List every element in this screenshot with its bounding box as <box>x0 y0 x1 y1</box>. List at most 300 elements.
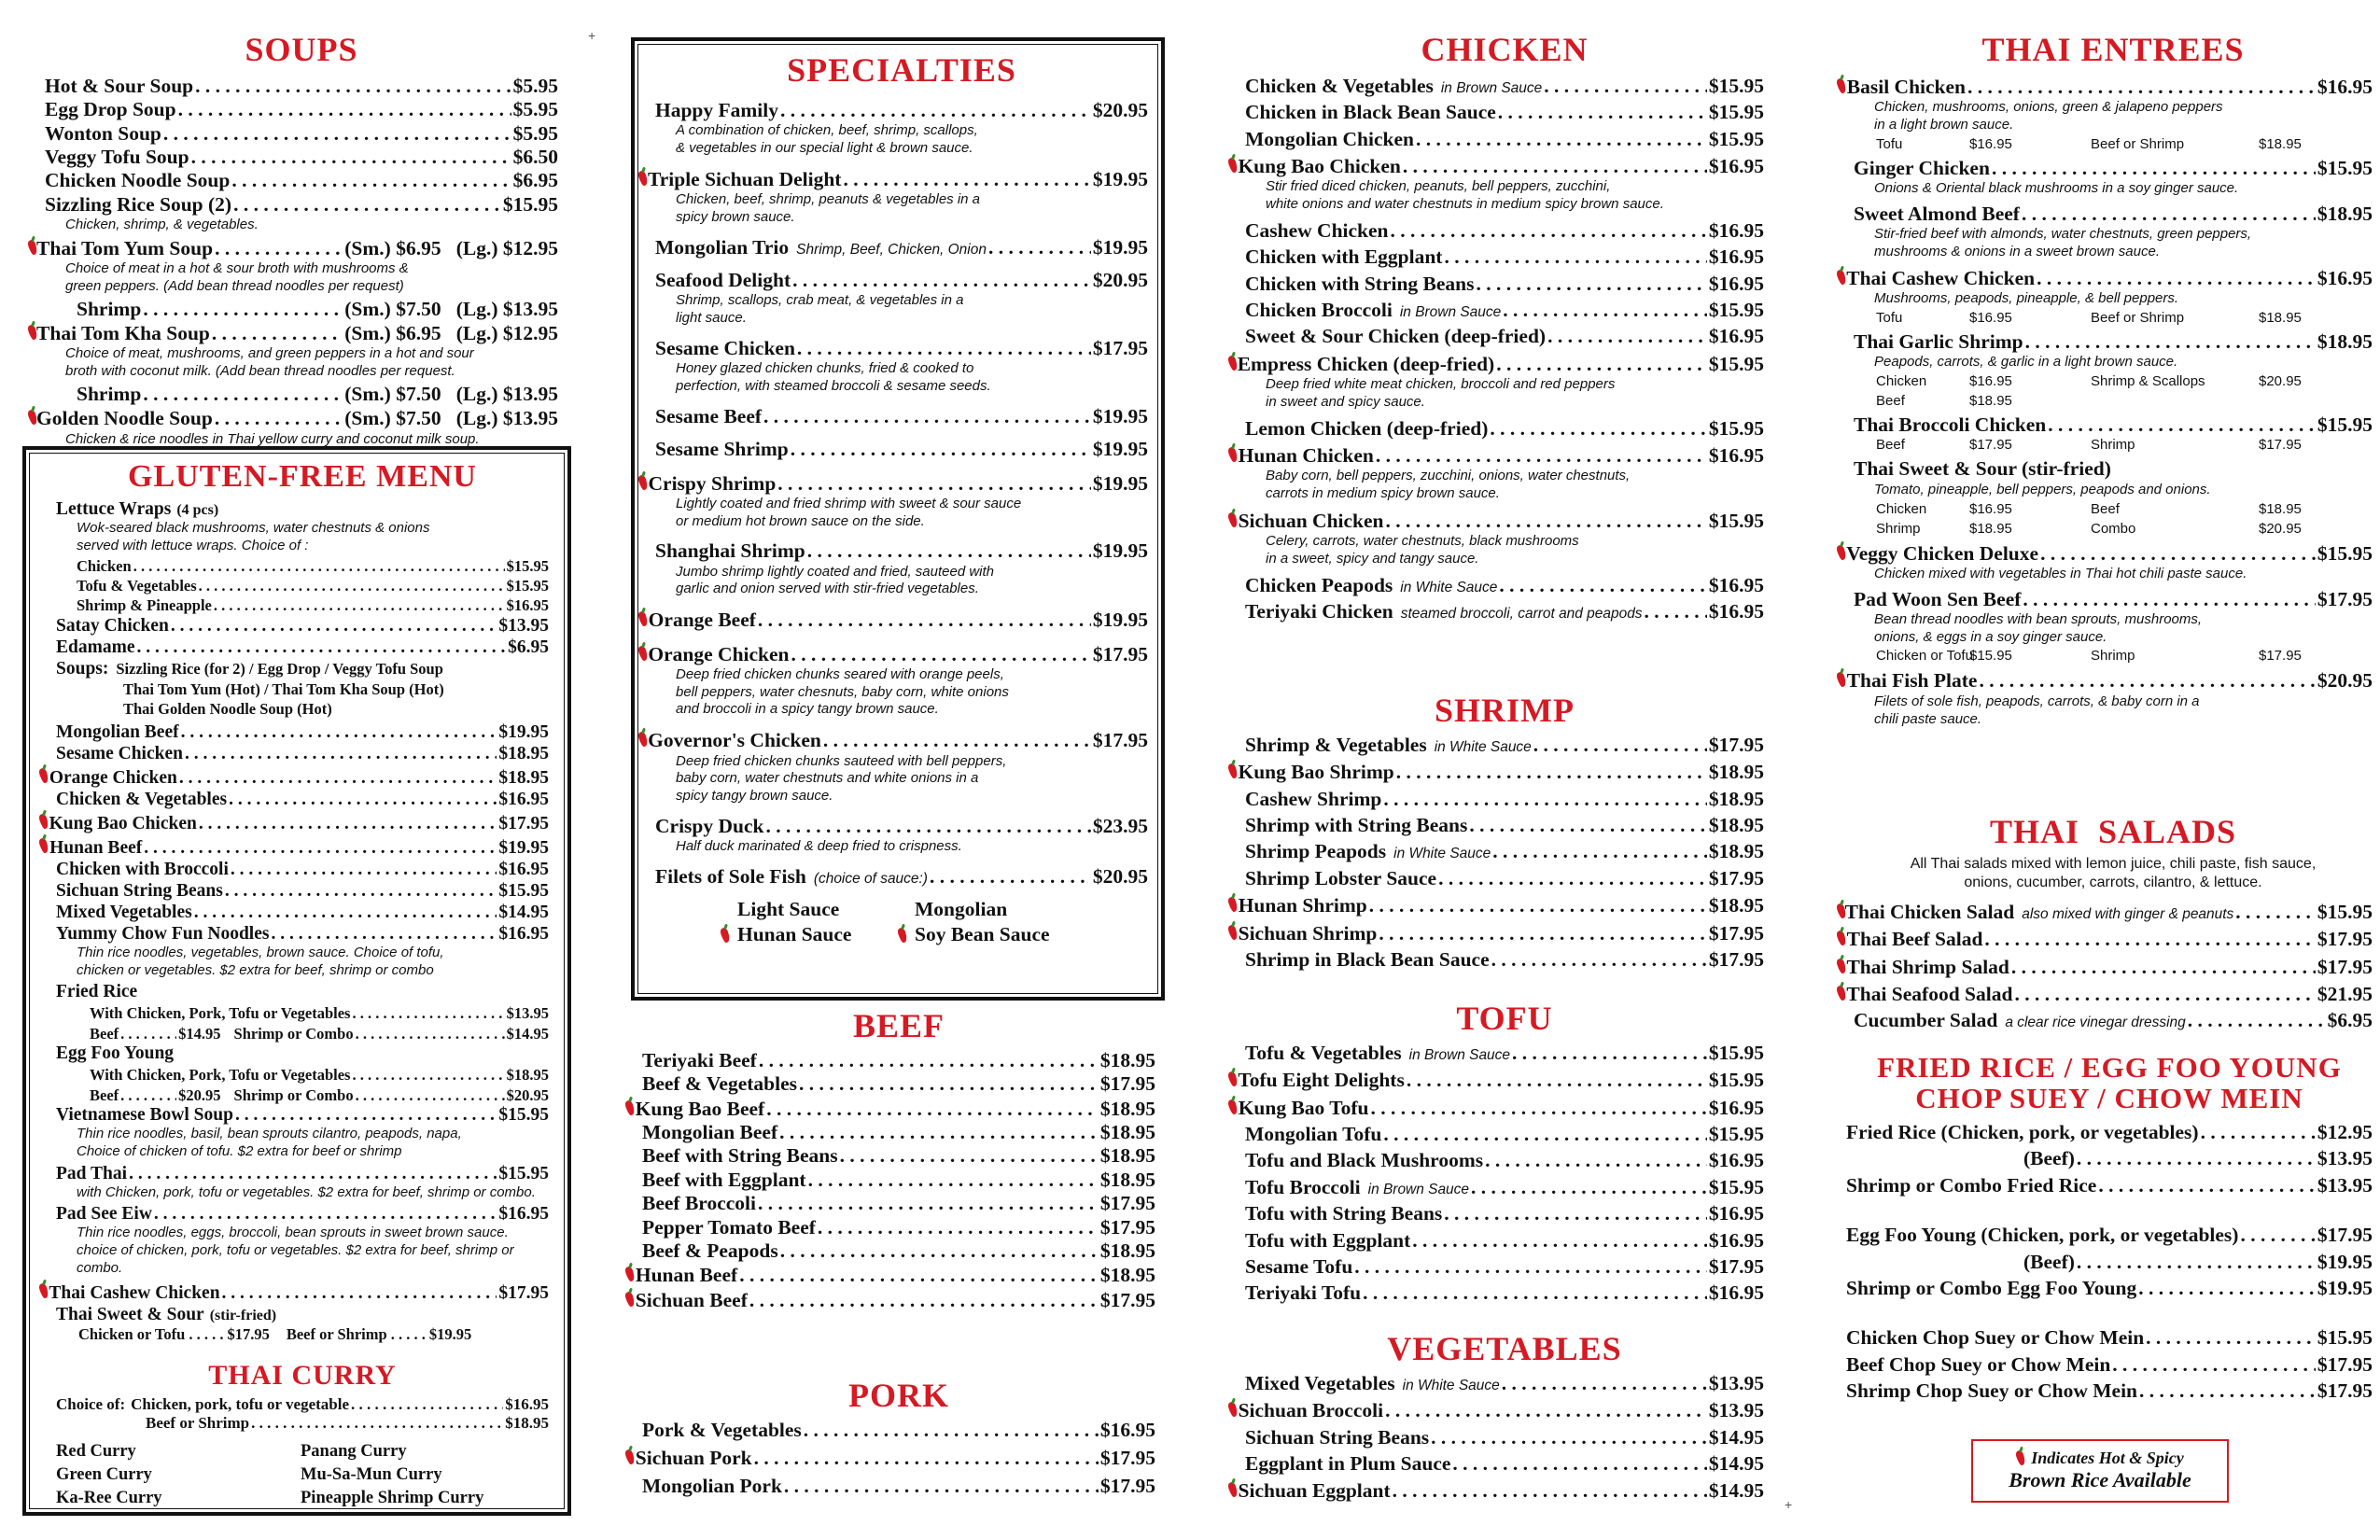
menu-item <box>1846 1353 2373 1377</box>
menu-item <box>45 298 558 321</box>
item-note: steamed broccoli, carrot and peapods <box>1400 606 1643 623</box>
vegetables-title: VEGETABLES <box>1387 1330 1622 1367</box>
menu-item <box>1245 814 1764 837</box>
chicken-section <box>1237 30 1764 623</box>
menu-item <box>648 608 1148 632</box>
item-name: Mongolian Beef <box>56 721 179 742</box>
item-note: in Brown Sauce <box>1408 1047 1510 1063</box>
item-name: Sichuan String Beans <box>56 880 223 901</box>
item-name: Chicken Broccoli <box>1245 299 1393 322</box>
item-price: $5.95 <box>512 121 558 145</box>
item-price: $15.95 <box>1708 127 1764 150</box>
item-name: Pad Woon Sen Beef <box>1854 587 2022 610</box>
legend-hot: Indicates Hot & Spicy <box>1973 1447 2227 1468</box>
menu-item: Thai Sweet & Sour (stir-fried) <box>56 1304 277 1324</box>
item-name: Tofu & Vegetables <box>1245 1042 1402 1064</box>
item-price: $18.95 <box>1099 1049 1155 1071</box>
chili-icon <box>1228 1068 1230 1086</box>
item-price: $16.95 <box>1099 1419 1155 1441</box>
item-price: $12.95 <box>2317 1121 2373 1144</box>
menu-item <box>642 1192 1155 1215</box>
item-note: in Brown Sauce <box>1440 80 1543 96</box>
item-name: Shrimp Chop Suey or Chow Mein <box>1846 1379 2138 1402</box>
item-name: Teriyaki Beef <box>642 1049 757 1071</box>
thai-entrees-title: THAI ENTREES <box>1981 31 2245 68</box>
item-price: $18.95 <box>1099 1144 1155 1168</box>
item-price: $18.95 <box>1099 1121 1155 1144</box>
option-row: Shrimp $18.95 Combo $20.95 <box>1876 520 2302 537</box>
item-name: Egg Foo Young (Chicken, pork, or vegetables) <box>1846 1224 2239 1247</box>
menu-item <box>1245 840 1764 863</box>
item-price: $19.95 <box>1092 235 1148 259</box>
item-name: Veggy Tofu Soup <box>45 146 189 169</box>
item-description: Jumbo shrimp lightly coated and fried, sauteed with garlic and onion served with stir-fried vegetables. <box>676 563 995 597</box>
item-name: Tofu Broccoli <box>1245 1175 1361 1198</box>
item-price: $16.95 <box>498 1204 549 1225</box>
chili-icon <box>39 1280 41 1298</box>
item-name: Beef with String Beans <box>642 1144 838 1168</box>
item-price: $6.95 <box>508 637 549 657</box>
chili-icon <box>1228 893 1231 912</box>
chili-icon <box>638 642 640 661</box>
item-name: Chicken with String Beans <box>1245 272 1475 295</box>
item-price: $16.95 <box>1708 1149 1764 1172</box>
menu-item <box>56 923 549 945</box>
chili-icon <box>1228 509 1231 527</box>
item-name: Orange Chicken <box>49 767 177 788</box>
curry-type: Red Curry <box>56 1442 136 1462</box>
soups-list <box>36 75 558 448</box>
menu-item <box>1245 417 1764 441</box>
item-price: $17.95 <box>498 813 549 833</box>
menu-item <box>56 743 549 764</box>
item-name: Tofu with String Beans <box>1245 1202 1443 1225</box>
item-name: Kung Bao Chicken <box>1238 155 1401 178</box>
specialties-list <box>647 99 1148 889</box>
menu-item <box>1245 1281 1764 1305</box>
menu-item <box>1238 1478 1764 1503</box>
item-price: $19.95 <box>1092 539 1148 563</box>
menu-item: Choice of: Chicken, pork, tofu or vegetable . . . $16.95 <box>56 1395 549 1414</box>
item-name: Beef Chop Suey or Chow Mein <box>1846 1352 2111 1376</box>
chili-icon <box>1228 352 1230 371</box>
menu-item <box>1245 1202 1764 1225</box>
chili-icon <box>1228 1478 1231 1497</box>
item-name: Mixed Vegetables <box>1245 1372 1395 1394</box>
menu-item <box>1238 760 1764 784</box>
menu-item <box>655 865 1148 889</box>
chili-icon <box>638 471 641 490</box>
legend-brown-rice: Brown Rice Available <box>2009 1468 2191 1491</box>
item-price: $20.95 <box>1092 99 1148 121</box>
item-price: $15.95 <box>1708 75 1764 97</box>
gluten-free-title: GLUTEN-FREE MENU <box>128 459 477 494</box>
item-price: $17.95 <box>1099 1215 1155 1239</box>
sauce-options <box>737 898 1148 946</box>
item-price: $17.95 <box>1099 1288 1155 1311</box>
item-name: Thai Shrimp Salad <box>1846 955 2009 978</box>
menu-item: Beef or Shrimp . . . $18.95 <box>56 1414 549 1433</box>
item-price: $16.95 <box>1708 443 1764 467</box>
item-price: $17.95 <box>1099 1474 1155 1497</box>
menu-item <box>1245 1426 1764 1449</box>
menu-item <box>56 1163 549 1184</box>
item-name: Yummy Chow Fun Noodles <box>56 923 270 944</box>
menu-item <box>1245 734 1764 757</box>
menu-item <box>56 1104 549 1126</box>
item-note: in White Sauce <box>1434 739 1532 755</box>
item-name: Governor's Chicken <box>648 729 821 752</box>
menu-item <box>1846 1121 2373 1144</box>
chili-icon <box>1837 982 1839 1001</box>
menu-item <box>1245 867 1764 890</box>
item-note: (choice of sauce:) <box>813 870 928 887</box>
item-price: $16.95 <box>1708 245 1764 269</box>
item-description: Stir fried diced chicken, peanuts, bell peppers, zucchini, white onions and water chestnuts in medium spicy brown sauce. <box>1266 178 1664 213</box>
item-price: $17.95 <box>1708 734 1764 756</box>
menu-item <box>1238 443 1764 468</box>
item-description: Thin rice noodles, vegetables, brown sauce. Choice of tofu, chicken or vegetables. $2 extra for beef, shrimp or combo <box>77 944 444 978</box>
menu-item <box>1245 788 1764 811</box>
item-price: $17.95 <box>2317 955 2373 978</box>
egg-foo-young-list <box>1846 1224 2373 1300</box>
thai-salads-list <box>1844 900 2373 1033</box>
fried-rice-title: FRIED RICE / EGG FOO YOUNG <box>1877 1051 2342 1084</box>
item-note: in Brown Sauce <box>1399 304 1502 321</box>
menu-item <box>1854 588 2373 611</box>
curry-types <box>56 1442 549 1508</box>
chili-icon <box>1837 266 1839 285</box>
chili-icon <box>1228 154 1230 173</box>
tofu-section <box>1238 999 1764 1306</box>
item-description: Deep fried chicken chunks seared with orange peels, bell peppers, water chesnuts, baby corn, white onions and broccoli in a spicy tangy brown sauce. <box>676 665 1009 718</box>
menu-item <box>1245 600 1764 623</box>
menu-item <box>642 1144 1155 1168</box>
menu-item <box>56 1203 549 1225</box>
item-name: Thai Cashew Chicken <box>49 1282 220 1303</box>
menu-item <box>655 405 1148 428</box>
item-price: $6.95 <box>512 169 558 192</box>
menu-item <box>1846 266 2373 290</box>
item-price: $13.95 <box>2317 1147 2373 1170</box>
item-price: $6.50 <box>512 146 558 169</box>
item-name: Thai Sweet & Sour (stir-fried) <box>1854 457 2111 481</box>
item-name: Kung Bao Beef <box>635 1097 765 1120</box>
chili-icon <box>1228 760 1230 778</box>
item-name: Chicken & Vegetables <box>1245 75 1434 97</box>
item-name: Hunan Beef <box>49 837 143 858</box>
item-price: $16.95 <box>498 923 549 944</box>
gf-soups-line: Thai Golden Noodle Soup (Hot) <box>123 700 332 719</box>
item-description: Honey glazed chicken chunks, fried & cooked to perfection, with steamed broccoli & sesame seeds. <box>676 360 991 395</box>
sauce-hunan: Hunan Sauce <box>737 923 915 946</box>
item-name: Sesame Chicken <box>56 743 183 763</box>
item-price: $15.95 <box>1708 1042 1764 1064</box>
option-row: Beef $17.95 Shrimp $17.95 <box>1876 437 2302 454</box>
chili-icon <box>1837 900 1838 918</box>
menu-item <box>1245 245 1764 269</box>
sauce-mongolian: Mongolian <box>915 898 1008 921</box>
item-name: Vietnamese Bowl Soup <box>56 1105 233 1126</box>
menu-item <box>1245 299 1764 322</box>
menu-item <box>49 834 549 859</box>
item-note: in White Sauce <box>1400 579 1498 595</box>
item-name: Mongolian Chicken <box>1245 127 1414 150</box>
menu-item <box>1846 1379 2373 1403</box>
menu-item <box>1245 101 1764 124</box>
item-name: Crispy Shrimp <box>648 471 777 495</box>
chili-icon <box>1837 668 1840 687</box>
item-price: $15.95 <box>498 880 549 901</box>
item-description: Wok-seared black mushrooms, water chestnuts & onions served with lettuce wraps. Choice of : <box>77 520 430 553</box>
item-price: $14.95 <box>1708 1425 1764 1449</box>
item-price: $17.95 <box>1708 866 1764 889</box>
sauce-soy-bean: Soy Bean Sauce <box>915 923 1092 946</box>
chili-icon <box>638 167 640 186</box>
item-description: Chicken mixed with vegetables in Thai hot chili paste sauce. <box>1874 565 2247 581</box>
item-price: $19.95 <box>1092 404 1148 427</box>
menu-item: Fried Rice <box>56 982 138 1002</box>
item-price: $15.95 <box>1708 1069 1764 1092</box>
item-price: $16.95 <box>2317 266 2373 289</box>
item-price: $17.95 <box>1092 642 1148 665</box>
menu-item <box>655 269 1148 292</box>
item-price: $19.95 <box>1092 471 1148 495</box>
menu-item <box>1238 1398 1764 1422</box>
item-description: Tomato, pineapple, bell peppers, peapods and onions. <box>1874 481 2211 497</box>
thai-curry-title: THAI CURRY <box>208 1360 397 1392</box>
item-name: Lemon Chicken (deep-fried) <box>1245 416 1489 440</box>
item-description: Choice of meat in a hot & sour broth with mushrooms & green peppers. (Add bean thread noodles per request) <box>65 260 409 295</box>
item-price: (Sm.) $6.95 (Lg.) $12.95 <box>344 322 558 345</box>
item-name: Thai Cashew Chicken <box>1846 266 2036 289</box>
item-name: Pad See Eiw <box>56 1204 152 1225</box>
item-name: Cucumber Salad <box>1854 1009 1998 1032</box>
thai-salads-section <box>1844 812 2373 1033</box>
item-price: (Sm.) $7.50 (Lg.) $13.95 <box>344 407 558 430</box>
menu-item <box>1245 1123 1764 1146</box>
menu-item <box>36 321 558 345</box>
menu-item <box>1238 154 1764 178</box>
menu-item <box>642 1072 1155 1096</box>
item-description: Deep fried chicken chunks sauteed with bell peppers, baby corn, water chestnuts and white onions in a spicy tangy brown sauce. <box>676 752 1007 805</box>
curry-type: Panang Curry <box>301 1442 407 1462</box>
item-note: in White Sauce <box>1402 1378 1500 1393</box>
shrimp-title: SHRIMP <box>1435 692 1575 729</box>
specialties-title: SPECIALTIES <box>787 51 1016 89</box>
gf-soups-line: Thai Tom Yum (Hot) / Thai Tom Kha Soup (Hot) <box>123 679 444 698</box>
menu-item: Lettuce Wraps (4 pcs) <box>56 499 219 519</box>
menu-item <box>635 1097 1155 1121</box>
chili-icon <box>39 810 42 829</box>
option-row: Chicken or Tofu $15.95 Shrimp $17.95 <box>1876 648 2302 665</box>
menu-item <box>648 728 1148 752</box>
curry-type: Green Curry <box>56 1465 152 1485</box>
item-description: Half duck marinated & deep fried to crispness. <box>676 838 962 855</box>
item-description: Thin rice noodles, basil, bean sprouts cilantro, peapods, napa, Choice of chicken of tofu. $2 extra for beef or shrimp <box>77 1126 462 1159</box>
item-price: $18.95 <box>1099 1264 1155 1287</box>
menu-item: Shrimp & Pineapple . . . $16.95 <box>56 596 549 614</box>
item-name: Wonton Soup <box>45 121 161 145</box>
item-name: Shanghai Shrimp <box>655 539 805 563</box>
chili-icon <box>28 236 29 255</box>
menu-item <box>1846 1326 2373 1350</box>
menu-item <box>1238 921 1764 945</box>
pork-title: PORK <box>848 1377 949 1414</box>
item-name: Orange Beef <box>648 609 756 632</box>
menu-item <box>1846 955 2373 979</box>
item-name: Sesame Shrimp <box>655 438 789 461</box>
menu-item <box>49 1280 549 1304</box>
item-price: $16.95 <box>1708 1202 1764 1225</box>
item-name: Sizzling Rice Soup (2) <box>45 192 232 216</box>
item-name: Seafood Delight <box>655 269 791 292</box>
menu-item <box>45 169 558 192</box>
chili-icon <box>39 834 42 853</box>
item-name: Beef & Vegetables <box>642 1072 797 1096</box>
item-name: Egg Drop Soup <box>45 98 176 121</box>
item-name: Thai Broccoli Chicken <box>1854 413 2047 437</box>
item-description: Deep fried white meat chicken, broccoli and red peppers in sweet and spicy sauce. <box>1266 376 1616 410</box>
item-name: Sichuan Beef <box>635 1288 748 1311</box>
menu-item <box>642 1216 1155 1239</box>
item-name: Cashew Shrimp <box>1245 787 1382 810</box>
item-price: $15.95 <box>2317 901 2373 923</box>
chili-icon <box>1837 955 1839 973</box>
item-name: Shrimp <box>77 382 142 405</box>
chili-icon <box>28 406 29 425</box>
item-name: Fried Rice (Chicken, pork, or vegetables) <box>1846 1121 2199 1144</box>
item-name: Shrimp Lobster Sauce <box>1245 866 1437 889</box>
item-price: (Sm.) $7.50 (Lg.) $13.95 <box>344 382 558 405</box>
item-name: Hunan Shrimp <box>1238 894 1367 917</box>
item-price: $15.95 <box>1708 299 1764 322</box>
item-name: Empress Chicken (deep-fried) <box>1237 352 1495 375</box>
chili-icon <box>2016 1447 2025 1465</box>
item-name: Pad Thai <box>56 1163 128 1183</box>
menu-item <box>1238 1068 1764 1092</box>
menu-item <box>1846 1277 2373 1300</box>
item-price: $15.95 <box>1708 509 1764 532</box>
item-name: Thai Tom Kha Soup <box>36 322 210 345</box>
chili-icon <box>638 728 640 747</box>
item-name: Eggplant in Plum Sauce <box>1245 1452 1451 1476</box>
menu-item <box>655 539 1148 563</box>
item-name: Thai Seafood Salad <box>1846 983 2013 1006</box>
item-description: Thin rice noodles, eggs, broccoli, bean sprouts in sweet brown sauce. choice of chicken, pork, tofu or vegetables. $2 extra for beef, shrimp or combo. <box>77 1225 514 1276</box>
item-price: $15.95 <box>2317 1326 2373 1350</box>
soups-section <box>36 0 558 450</box>
item-price: $19.95 <box>1092 609 1148 632</box>
chicken-list <box>1237 75 1764 623</box>
thai-salads-intro: All Thai salads mixed with lemon juice, chili paste, fish sauce, onions, cucumber, carrots, cilantro, & lettuce. <box>1910 856 2317 890</box>
menu-item <box>642 1169 1155 1192</box>
item-name: Tofu and Black Mushrooms <box>1245 1149 1484 1172</box>
item-price: $16.95 <box>1708 573 1764 596</box>
item-name: Chicken & Vegetables <box>56 789 228 809</box>
item-price: $15.95 <box>1708 1175 1764 1198</box>
item-price: $16.95 <box>1708 155 1764 178</box>
thai-entrees-section <box>1846 30 2373 730</box>
menu-item <box>56 615 549 637</box>
item-price: $17.95 <box>1099 1447 1155 1470</box>
chili-icon <box>1228 443 1231 462</box>
menu-item <box>56 880 549 902</box>
item-price: $17.95 <box>1099 1072 1155 1096</box>
menu-item <box>1854 413 2373 437</box>
curry-type: Pineapple Shrimp Curry <box>301 1489 484 1508</box>
menu-item <box>1846 1174 2373 1197</box>
item-name: Teriyaki Tofu <box>1245 1281 1362 1305</box>
fried-rice-section <box>1846 1053 2373 1403</box>
item-price: $20.95 <box>1092 269 1148 292</box>
item-description: Filets of sole fish, peapods, carrots, & baby corn in a chili paste sauce. <box>1874 693 2200 727</box>
item-description: Chicken, shrimp, & vegetables. <box>65 217 259 233</box>
menu-item: Chicken or Tofu . . . . . $17.95 Beef or Shrimp . . . . . $19.95 <box>78 1324 472 1343</box>
menu-item <box>635 1446 1155 1470</box>
chili-icon <box>1228 1096 1231 1114</box>
item-name: Sweet Almond Beef <box>1854 202 2020 225</box>
menu-item <box>1854 203 2373 226</box>
item-price: $6.95 <box>2327 1009 2373 1032</box>
menu-item <box>49 810 549 834</box>
item-name: Chicken with Eggplant <box>1245 245 1443 269</box>
chop-suey-title: CHOP SUEY / CHOW MEIN <box>1915 1081 2303 1114</box>
item-name: Hunan Beef <box>635 1264 738 1287</box>
item-name: Hot & Sour Soup <box>45 75 194 97</box>
gluten-free-list <box>49 498 549 1508</box>
pork-list <box>635 1419 1155 1498</box>
item-price: $20.95 <box>2317 669 2373 693</box>
menu-item <box>647 167 1148 191</box>
item-price: $15.95 <box>2317 413 2373 437</box>
menu-item <box>1245 1042 1764 1065</box>
menu-item <box>642 1239 1155 1263</box>
item-price: $18.95 <box>1099 1097 1155 1120</box>
menu-item <box>642 1475 1155 1498</box>
menu-item <box>655 99 1148 122</box>
menu-item <box>1245 273 1764 296</box>
item-name: Sichuan String Beans <box>1245 1425 1430 1449</box>
item-name: Shrimp or Combo Fried Rice <box>1846 1173 2097 1197</box>
item-name: Sesame Tofu <box>1245 1254 1353 1278</box>
item-description: Chicken, beef, shrimp, peanuts & vegetables in a spicy brown sauce. <box>676 191 981 225</box>
chicken-title: CHICKEN <box>1421 31 1589 68</box>
item-price: $18.95 <box>1708 787 1764 810</box>
menu-item <box>642 1121 1155 1144</box>
option-row: Tofu $16.95 Beef or Shrimp $18.95 <box>1876 135 2302 152</box>
item-price: $18.95 <box>1708 840 1764 863</box>
menu-item <box>56 902 549 923</box>
item-price: $15.95 <box>2317 156 2373 179</box>
menu-item <box>1846 75 2373 99</box>
item-name: Satay Chicken <box>56 615 169 636</box>
shrimp-section <box>1238 691 1764 972</box>
item-price: $16.95 <box>1708 218 1764 242</box>
item-name: Basil Chicken <box>1846 76 1967 98</box>
item-name: Filets of Sole Fish <box>655 864 806 888</box>
menu-item <box>1245 1452 1764 1476</box>
item-description: Lightly coated and fried shrimp with sweet & sour sauce or medium hot brown sauce on the side. <box>676 495 1022 529</box>
item-price: $17.95 <box>1092 729 1148 752</box>
gf-soups: Soups: Sizzling Rice (for 2) / Egg Drop / Veggy Tofu Soup <box>56 658 443 679</box>
chili-icon <box>1228 1398 1231 1417</box>
menu-item <box>635 1288 1155 1312</box>
item-price: $17.95 <box>1092 336 1148 359</box>
specialties-section <box>647 50 1148 946</box>
item-name: Tofu Eight Delights <box>1238 1069 1405 1092</box>
menu-item <box>1854 457 2373 481</box>
